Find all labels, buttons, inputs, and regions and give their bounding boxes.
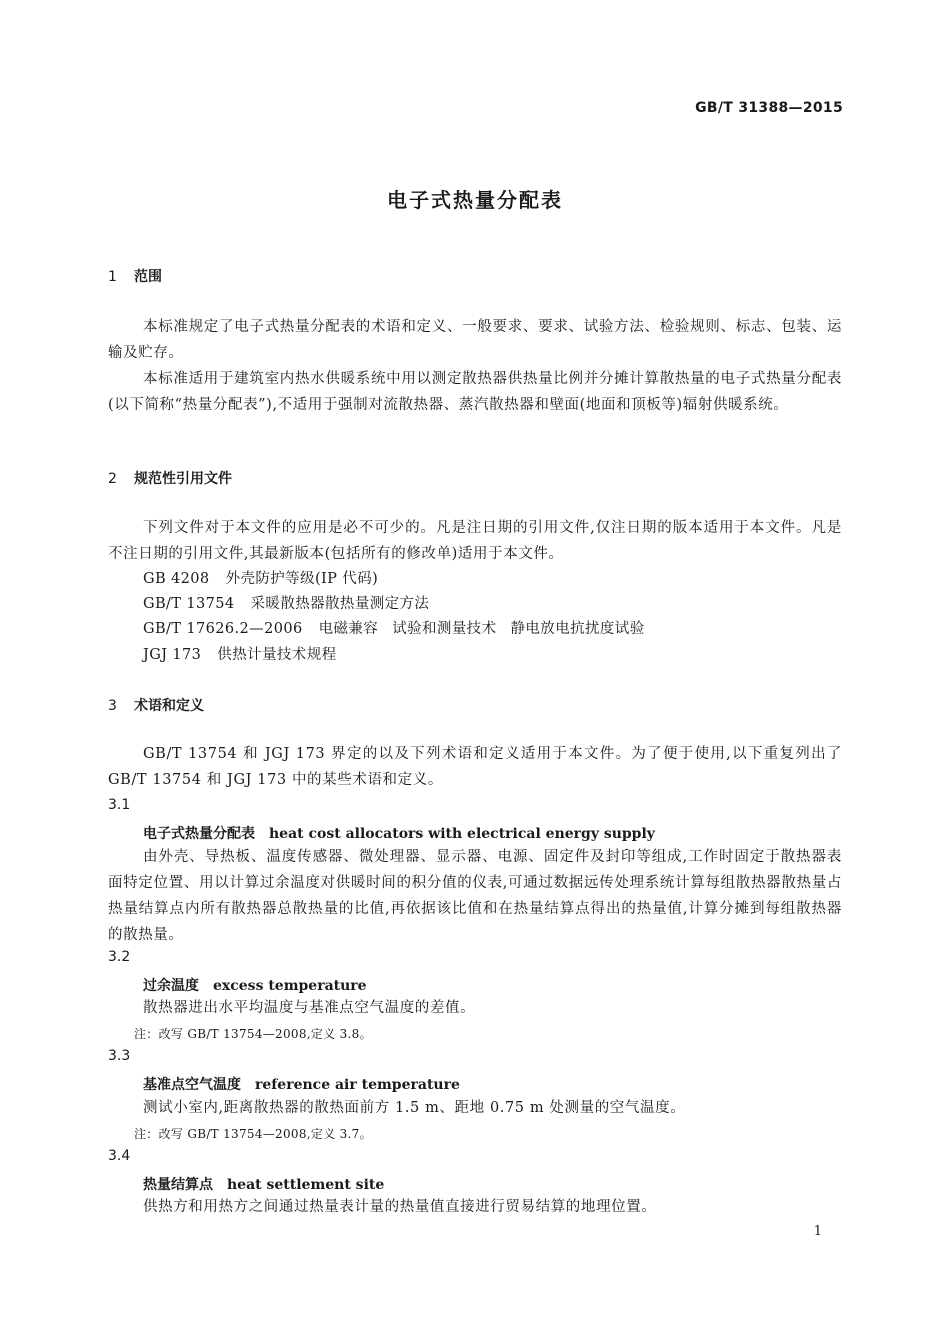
section-number: 2 (108, 471, 117, 487)
reference-title: 电磁兼容 (318, 621, 379, 637)
reference-title: 采暖散热器散热量测定方法 (250, 596, 430, 612)
reference-code: JGJ 173 (143, 647, 202, 663)
term-zh: 基准点空气温度 (143, 1077, 241, 1093)
term-heading (143, 1174, 384, 1194)
section-title: 术语和定义 (134, 698, 204, 714)
term-note: 注：改写 GB/T 13754—2008,定义 3.8。 (134, 1027, 372, 1041)
page-number: 1 (813, 1224, 822, 1239)
term-definition: 散热器进出水平均温度与基准点空气温度的差值。 (143, 1000, 476, 1016)
section-number: 3 (108, 698, 117, 714)
section-1-heading (108, 266, 162, 286)
term-note: 注：改写 GB/T 13754—2008,定义 3.7。 (134, 1127, 372, 1141)
section-2-paragraph-1: 下列文件对于本文件的应用是必不可少的。凡是注日期的引用文件,仅注日期的版本适用于本文件。凡是不注日期的引用文件,其最新版本(包括所有的修改单)适用于本文件。 (108, 520, 842, 562)
section-1-paragraph-1: 本标准规定了电子式热量分配表的术语和定义、一般要求、要求、试验方法、检验规则、标志、包装、运输及贮存。 (108, 319, 842, 361)
section-1-paragraph-2: 本标准适用于建筑室内热水供暖系统中用以测定散热器供热量比例并分摊计算散热量的电子式热量分配表(以下简称“热量分配表”),不适用于强制对流散热器、蒸汽散热器和壁面(地面和顶板等)辐射供暖系统。 (108, 371, 842, 413)
normative-reference (143, 616, 645, 642)
reference-title-part: 静电放电抗扰度试验 (510, 621, 645, 637)
reference-title: 外壳防护等级(IP 代码) (225, 571, 379, 587)
term-zh: 电子式热量分配表 (143, 826, 255, 842)
section-3-paragraph-1: GB/T 13754 和 JGJ 173 界定的以及下列术语和定义适用于本文件。为了便于使用,以下重复列出了 GB/T 13754 和 JGJ 173 中的某些术语和定义。 (108, 746, 842, 788)
term-number: 3.1 (108, 797, 131, 813)
term-zh: 热量结算点 (143, 1177, 213, 1193)
term-number: 3.2 (108, 949, 131, 965)
reference-title-part: 试验和测量技术 (392, 621, 497, 637)
reference-code: GB/T 17626.2—2006 (143, 621, 303, 637)
term-zh: 过余温度 (143, 978, 199, 994)
term-number: 3.4 (108, 1148, 131, 1164)
term-heading (143, 1074, 460, 1094)
term-en: excess temperature (213, 978, 367, 994)
reference-code: GB/T 13754 (143, 596, 235, 612)
section-title: 范围 (134, 269, 162, 285)
term-heading (143, 975, 367, 995)
term-definition: 由外壳、导热板、温度传感器、微处理器、显示器、电源、固定件及封印等组成,工作时固定于散热器表面特定位置、用以计算过余温度对供暖时间的积分值的仪表,可通过数据远传处理系统计算每组散热器散热量占热量结算点内所有散热器总散热量的比值,再依据该比值和在热量结算点得出的热量值,计算分摊到每组散热器的散热量。 (108, 849, 842, 943)
normative-reference (143, 591, 429, 617)
term-number: 3.3 (108, 1048, 131, 1064)
term-definition: 测试小室内,距离散热器的散热面前方 1.5 m、距地 0.75 m 处测量的空气温度。 (143, 1100, 686, 1116)
section-number: 1 (108, 269, 117, 285)
term-definition: 供热方和用热方之间通过热量表计量的热量值直接进行贸易结算的地理位置。 (143, 1199, 657, 1215)
document-title: 电子式热量分配表 (387, 188, 563, 212)
reference-title: 供热计量技术规程 (217, 647, 337, 663)
term-en: heat cost allocators with electrical energy supply (269, 826, 655, 842)
normative-reference (143, 642, 337, 668)
section-title: 规范性引用文件 (134, 471, 232, 487)
term-en: heat settlement site (227, 1177, 385, 1193)
term-en: reference air temperature (255, 1077, 460, 1093)
normative-reference (143, 566, 378, 592)
standard-number: GB/T 31388—2015 (695, 100, 843, 116)
section-3-heading (108, 695, 204, 715)
reference-code: GB 4208 (143, 571, 210, 587)
term-heading (143, 823, 655, 843)
section-2-heading (108, 468, 232, 488)
